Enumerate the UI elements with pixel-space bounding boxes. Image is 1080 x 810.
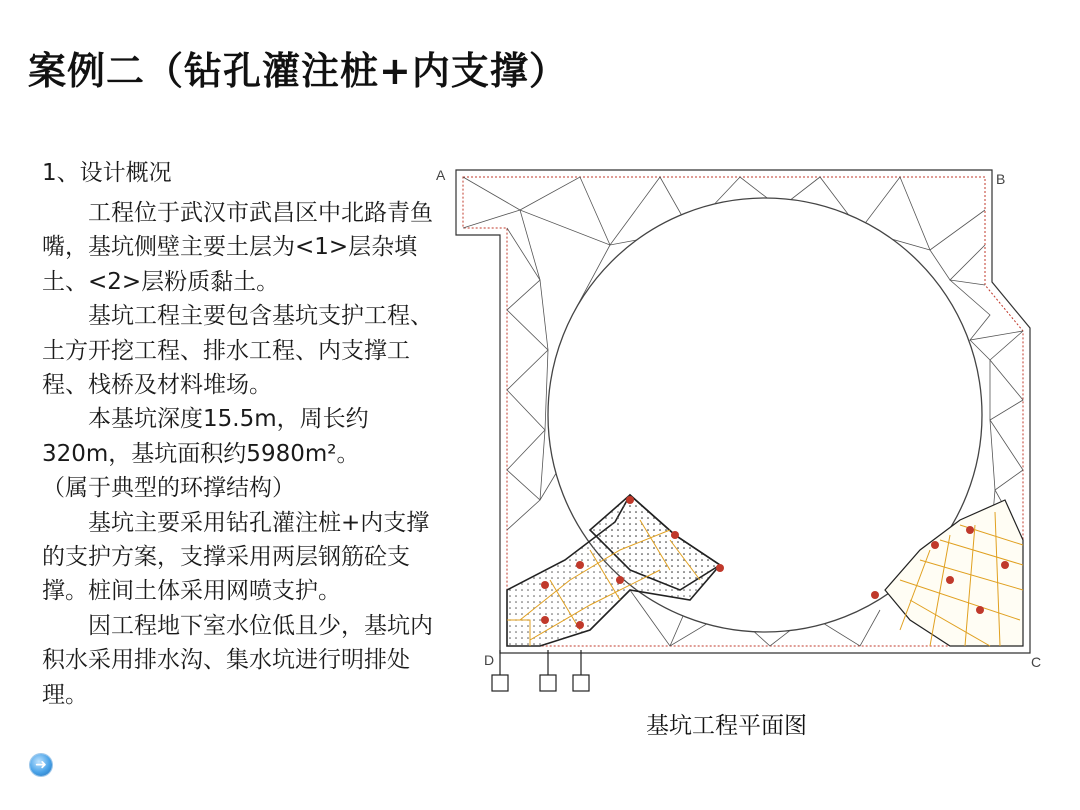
design-overview-text	[42, 196, 437, 712]
paragraph-scope: 基坑工程主要包含基坑支护工程、土方开挖工程、排水工程、内支撑工程、栈桥及材料堆场。	[42, 303, 433, 399]
corner-label-d: D	[484, 652, 495, 668]
corner-label-c: C	[1031, 654, 1042, 670]
foundation-pit-plan-drawing	[430, 150, 1060, 710]
section-heading: 1、设计概况	[42, 160, 172, 186]
figure-caption: 基坑工程平面图	[646, 713, 807, 739]
lattice-columns	[492, 650, 589, 691]
next-slide-button[interactable]	[30, 754, 52, 776]
corner-label-b: B	[996, 171, 1006, 187]
paragraph-note: （属于典型的环撑结构）	[42, 475, 295, 502]
paragraph-support-scheme: 基坑主要采用钻孔灌注桩+内支撑的支护方案，支撑采用两层钢筋砼支撑。桩间土体采用网喷支护。	[42, 509, 430, 605]
paragraph-drainage: 因工程地下室水位低且少，基坑内积水采用排水沟、集水坑进行明排处理。	[42, 612, 433, 708]
slide-title: 案例二（钻孔灌注桩+内支撑）	[28, 49, 568, 93]
paragraph-dimensions: 本基坑深度15.5m，周长约320m，基坑面积约5980m²。	[42, 406, 369, 467]
next-arrow-icon: ➜	[35, 757, 47, 773]
corner-label-a: A	[436, 167, 446, 183]
paragraph-location: 工程位于武汉市武昌区中北路青鱼嘴，基坑侧壁主要土层为<1>层杂填土、<2>层粉质黏土。	[42, 200, 433, 295]
